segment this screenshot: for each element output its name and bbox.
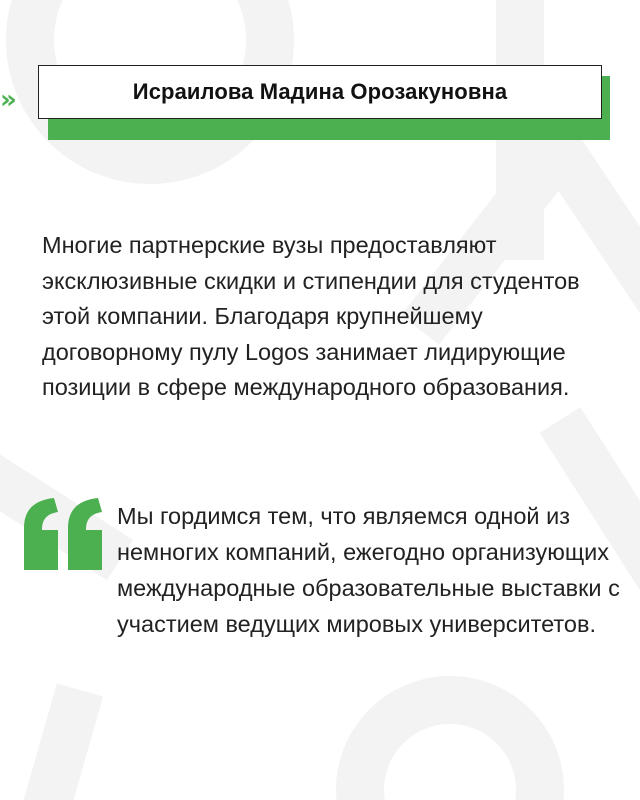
person-name: Исраилова Мадина Орозакуновна: [132, 79, 508, 104]
quote-text: Мы гордимся тем, что являемся одной из немногих компаний, ежегодно организующих международные образовательные выставки с участием ведущих мировых университетов.: [117, 503, 620, 637]
intro-paragraph: Многие партнерские вузы предоставляют эксклюзивные скидки и стипендии для студентов этой компании. Благодаря крупнейшему договорному пулу Logos занимает лидирующие позиции в сфере международного образования.: [42, 232, 580, 400]
name-box: [38, 65, 602, 119]
quote-mark-icon: [22, 498, 106, 570]
double-chevron-right-icon: »: [0, 85, 17, 115]
